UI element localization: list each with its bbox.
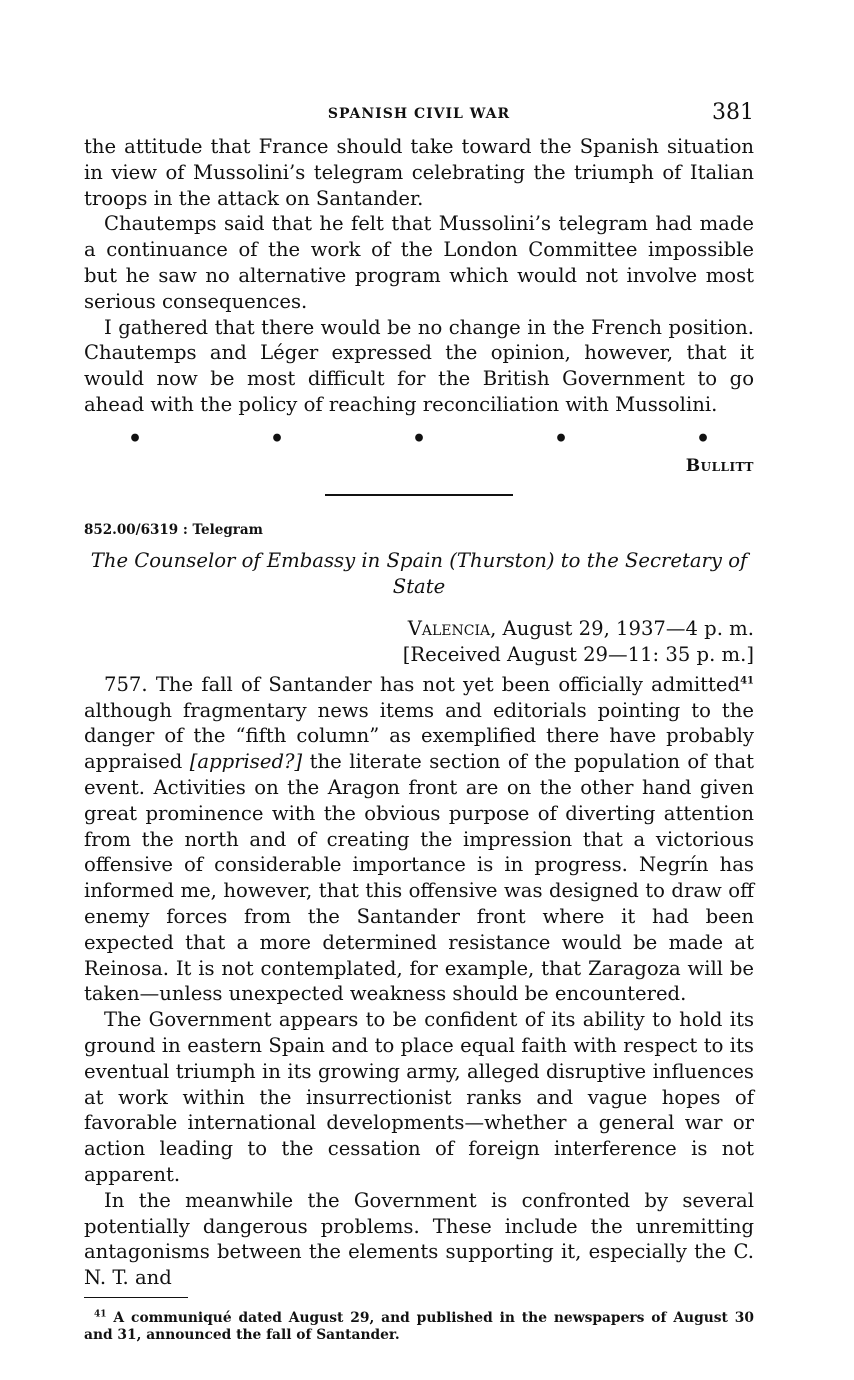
dateline	[84, 616, 754, 668]
running-title: SPANISH CIVIL WAR	[327, 106, 511, 122]
ellipsis-dot: •	[553, 425, 569, 452]
continuation-paragraph: I gathered that there would be no change in the French position. Chautemps and Léger expressed the opinion, however, that it would now be most difficult for the British Government to go ahead with the policy of reaching reconciliation with Mussolini.	[84, 315, 754, 416]
continuation-paragraph: the attitude that France should take toward the Spanish situation in view of Mussolini’s telegram celebrating the triumph of Italian troops in the attack on Santander.	[84, 135, 754, 210]
body-paragraph: The Government appears to be confident of its ability to hold its ground in eastern Spain and to place equal faith with respect to its eventual triumph in its growing army, alleged disruptive influences at work within the insurrectionist ranks and vague hopes of favorable international developments—whether a general war or action leading to the cessation of foreign interference is not apparent.	[84, 1008, 754, 1186]
editorial-insertion: [apprised?]	[189, 750, 303, 774]
dateline-received: [Received August 29—11: 35 p. m.]	[402, 642, 754, 666]
footnote-divider	[84, 1297, 188, 1299]
footnote	[84, 1310, 754, 1344]
file-reference: 852.00/6319 : Telegram	[84, 521, 263, 538]
signature: Bullitt	[685, 455, 754, 476]
page-number: 381	[712, 100, 754, 125]
ellipsis-dot: •	[695, 425, 710, 452]
document-page	[84, 96, 754, 1344]
footnote-reference: 41	[740, 675, 754, 687]
continuation-paragraph: Chautemps said that he felt that Mussolini’s telegram had made a continuance of the work of the London Committee impossible but he saw no alternative program which would not involve most serious consequences.	[84, 212, 754, 313]
body-paragraph: In the meanwhile the Government is confronted by several potentially dangerous problems. These include the unremitting antagonisms between the elements supporting it, especially the C. N. T. and	[84, 1188, 754, 1290]
ellipsis-dots	[84, 418, 754, 452]
section-divider	[325, 494, 513, 496]
paragraph-text: although fragmentary news items and editorials pointing to the danger of the “fifth column” as exemplified there have probably appraised	[84, 698, 754, 774]
footnote-mark: 41	[94, 1309, 107, 1320]
continuation-section	[84, 134, 754, 476]
ellipsis-dot: •	[269, 425, 285, 452]
dateline-place: Valencia	[407, 616, 491, 640]
running-header	[84, 96, 754, 134]
footnote-text: A communiqué dated August 29, and published in the newspapers of August 30 and 31, announced the fall of Santander.	[84, 1310, 754, 1344]
ellipsis-dot: •	[128, 425, 143, 452]
dateline-sent	[84, 616, 754, 642]
ellipsis-dot: •	[411, 425, 427, 452]
body-paragraph	[84, 672, 754, 1007]
paragraph-text: the literate section of the population of that event. Activities on the Aragon front are on the other hand given great prominence with the obvious purpose of diverting attention from the north and of creating the impression that a victorious offensive of considerable importance is in progress. Negrín has informed me, however, that this offensive was designed to draw off enemy forces from the Santander front where it had been expected that a more determined resistance would be made at Reinosa. It is not contemplated, for example, that Zaragoza will be taken—unless unexpected weakness should be encountered.	[84, 750, 754, 1006]
telegram-body	[84, 672, 754, 1291]
document-title: The Counselor of Embassy in Spain (Thurston) to the Secretary of State	[90, 548, 748, 598]
paragraph-text: 757. The fall of Santander has not yet been officially admitted	[104, 672, 741, 696]
dateline-sent-time: , August 29, 1937—4 p. m.	[490, 616, 754, 640]
